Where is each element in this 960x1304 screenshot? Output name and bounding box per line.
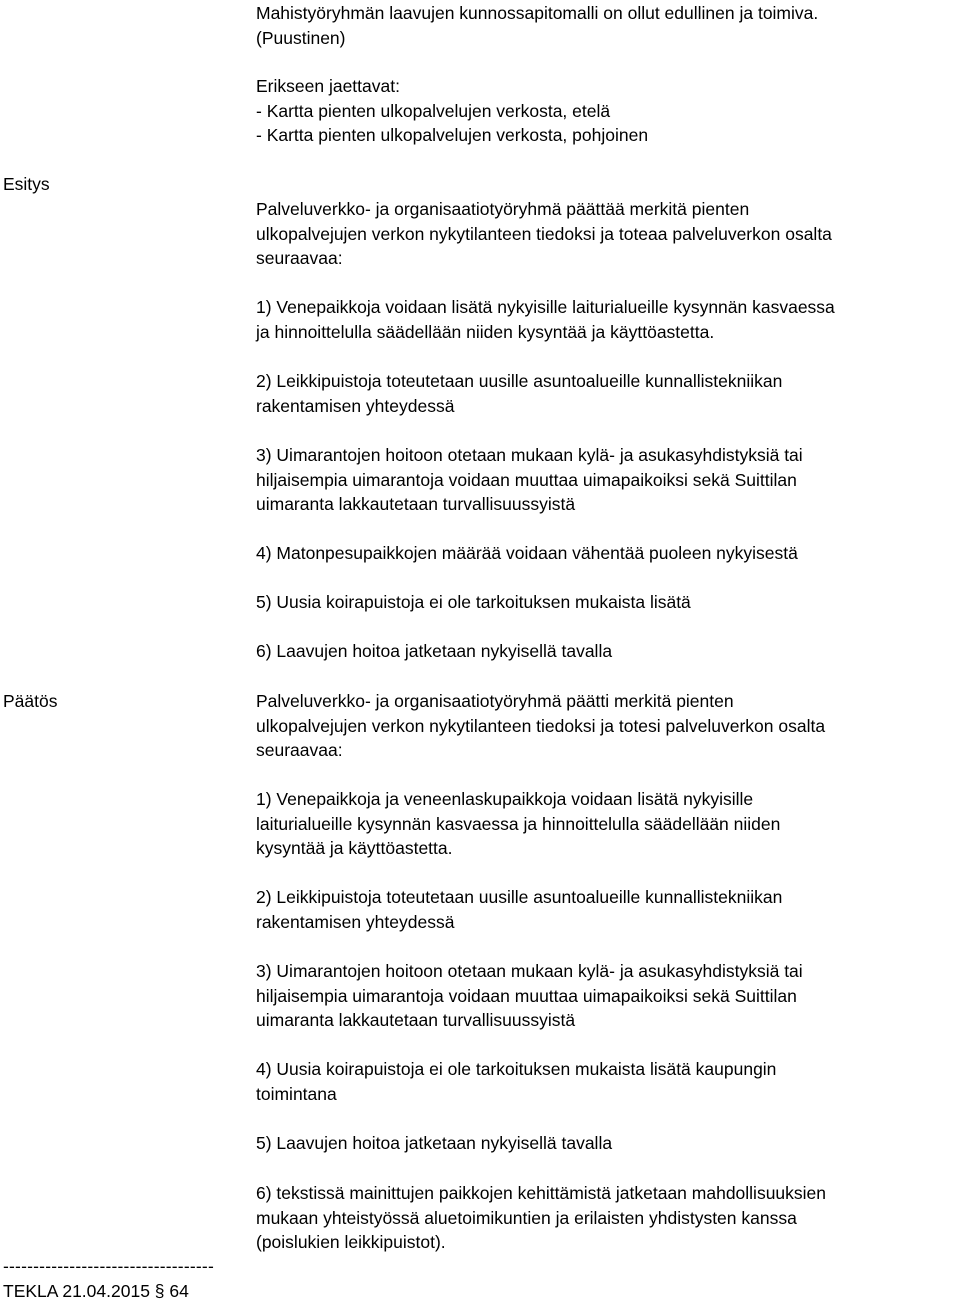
paatos-item-line: rakentamisen yhteydessä xyxy=(256,911,455,932)
intro-line: (Puustinen) xyxy=(256,27,346,48)
paatos-item-line: 1) Venepaikkoja ja veneenlaskupaikkoja voidaan lisätä nykyisille xyxy=(256,789,754,809)
esitys-item-4 xyxy=(256,541,958,566)
paatos-intro xyxy=(256,689,958,763)
esitys-item-line: uimaranta lakkautetaan turvallisuussyistä xyxy=(256,494,576,514)
esitys-intro-line: seuraavaa: xyxy=(256,248,343,268)
paatos-label: Päätös xyxy=(3,691,58,711)
paatos-item-line: 3) Uimarantojen hoitoon otetaan mukaan kylä- ja asukasyhdistyksiä tai xyxy=(256,961,803,981)
intro-line: Mahistyöryhmän laavujen kunnossapitomalli on ollut edullinen ja toimiva. xyxy=(256,3,819,23)
attachment-item: - Kartta pienten ulkopalvelujen verkosta, pohjoinen xyxy=(256,125,649,145)
paatos-item-1 xyxy=(256,787,958,861)
esitys-item-2 xyxy=(256,369,958,418)
paatos-item-3 xyxy=(256,959,958,1033)
esitys-item-line: ja hinnoittelulla säädellään niiden kysyntää ja käyttöastetta. xyxy=(256,321,715,342)
esitys-item-5 xyxy=(256,590,958,615)
paatos-item-2 xyxy=(256,885,958,934)
paatos-item-line: 2) Leikkipuistoja toteutetaan uusille asuntoalueille kunnallistekniikan xyxy=(256,887,783,907)
paatos-item-line: uimaranta lakkautetaan turvallisuussyistä xyxy=(256,1010,576,1030)
paatos-item-line: hiljaisempia uimarantoja voidaan muuttaa uimapaikoiksi sekä Suittilan xyxy=(256,985,797,1006)
esitys-item-line: 4) Matonpesupaikkojen määrää voidaan vähentää puoleen nykyisestä xyxy=(256,543,798,563)
paatos-intro-line: Palveluverkko- ja organisaatiotyöryhmä päätti merkitä pienten xyxy=(256,691,734,711)
paatos-item-line: toimintana xyxy=(256,1083,337,1104)
esitys-label: Esitys xyxy=(3,174,50,194)
esitys-item-line: 5) Uusia koirapuistoja ei ole tarkoituksen mukaista lisätä xyxy=(256,592,691,612)
paatos-item-line: mukaan yhteistyössä aluetoimikuntien ja erilaisten yhdistysten kanssa xyxy=(256,1207,797,1228)
esitys-item-line: rakentamisen yhteydessä xyxy=(256,395,455,416)
esitys-item-line: 2) Leikkipuistoja toteutetaan uusille asuntoalueille kunnallistekniikan xyxy=(256,371,783,391)
paatos-item-6 xyxy=(256,1181,958,1255)
paatos-item-4 xyxy=(256,1057,958,1106)
esitys-intro-line: ulkopalvejujen verkon nykytilanteen tiedoksi ja toteaa palveluverkon osalta xyxy=(256,223,832,244)
paatos-item-line: (poislukien leikkipuistot). xyxy=(256,1232,446,1252)
attachments-heading: Erikseen jaettavat: xyxy=(256,76,400,96)
attachment-item: - Kartta pienten ulkopalvelujen verkosta, etelä xyxy=(256,100,611,121)
paatos-item-line: laiturialueille kysynnän kasvaessa ja hinnoittelulla säädellään niiden xyxy=(256,813,781,834)
esitys-item-line: 1) Venepaikkoja voidaan lisätä nykyisille laiturialueille kysynnän kasvaessa xyxy=(256,297,835,317)
paatos-intro-line: seuraavaa: xyxy=(256,740,343,760)
esitys-item-line: 6) Laavujen hoitoa jatketaan nykyisellä tavalla xyxy=(256,641,613,661)
esitys-item-1 xyxy=(256,295,958,344)
attachments-section xyxy=(256,74,958,148)
footer-divider: ----------------------------------- xyxy=(3,1256,214,1276)
paatos-item-line: kysyntää ja käyttöastetta. xyxy=(256,838,453,858)
esitys-item-6 xyxy=(256,639,958,664)
paatos-item-line: 5) Laavujen hoitoa jatketaan nykyisellä tavalla xyxy=(256,1133,613,1153)
esitys-intro xyxy=(256,197,958,271)
paatos-intro-line: ulkopalvejujen verkon nykytilanteen tiedoksi ja totesi palveluverkon osalta xyxy=(256,715,826,736)
esitys-item-3 xyxy=(256,443,958,517)
paatos-item-5 xyxy=(256,1131,958,1156)
esitys-item-line: hiljaisempia uimarantoja voidaan muuttaa uimapaikoiksi sekä Suittilan xyxy=(256,469,797,490)
intro-paragraph xyxy=(256,1,958,50)
footer-reference: TEKLA 21.04.2015 § 64 xyxy=(3,1281,189,1301)
paatos-item-line: 4) Uusia koirapuistoja ei ole tarkoituksen mukaista lisätä kaupungin xyxy=(256,1059,777,1079)
paatos-item-line: 6) tekstissä mainittujen paikkojen kehittämistä jatketaan mahdollisuuksien xyxy=(256,1183,827,1203)
esitys-item-line: 3) Uimarantojen hoitoon otetaan mukaan kylä- ja asukasyhdistyksiä tai xyxy=(256,445,803,465)
esitys-intro-line: Palveluverkko- ja organisaatiotyöryhmä päättää merkitä pienten xyxy=(256,199,750,219)
